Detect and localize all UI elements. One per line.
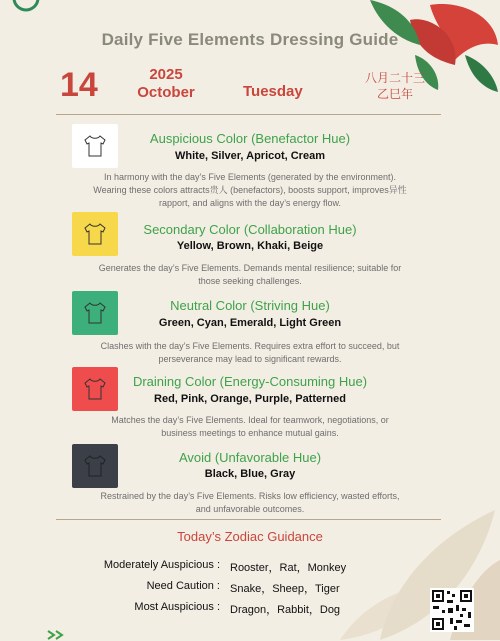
desc-line: rapport, and aligns with the day’s energy flow.: [159, 198, 341, 208]
section-colors-draining: Red, Pink, Orange, Purple, Patterned: [154, 393, 346, 405]
desc-line: those seeking challenges.: [198, 276, 302, 286]
zodiac-label: Most Auspicious :: [134, 601, 220, 613]
desc-line: Wearing these colors attracts贵人 (benefactors), boosts support, improves异性: [93, 185, 407, 195]
desc-line: Matches the day’s Five Elements. Ideal for teamwork, negotiations, or: [111, 415, 389, 425]
date-month: October: [137, 84, 195, 101]
qr-code-icon[interactable]: [430, 588, 474, 632]
section-title-secondary: Secondary Color (Collaboration Hue): [143, 222, 357, 237]
divider-top: [56, 114, 441, 115]
date-year: 2025: [149, 66, 183, 83]
date-day: 14: [60, 66, 98, 104]
section-colors-auspicious: White, Silver, Apricot, Cream: [175, 150, 325, 162]
logo-icon: [12, 0, 52, 12]
arrow-decoration-icon: [46, 630, 70, 640]
divider-bottom: [56, 519, 441, 520]
zodiac-label: Moderately Auspicious :: [103, 559, 220, 571]
desc-line: Clashes with the day’s Five Elements. Requires extra effort to succeed, but: [100, 341, 400, 351]
desc-line: In harmony with the day’s Five Elements (generated by the environment).: [104, 172, 396, 182]
zodiac-title: Today’s Zodiac Guidance: [177, 529, 323, 544]
section-title-auspicious: Auspicious Color (Benefactor Hue): [149, 131, 351, 146]
section-colors-avoid: Black, Blue, Gray: [204, 468, 296, 480]
section-desc-auspicious: [60, 171, 440, 210]
section-title-avoid: Avoid (Unfavorable Hue): [178, 450, 322, 465]
desc-line: business meetings to enhance mutual gains.: [161, 428, 339, 438]
section-colors-neutral: Green, Cyan, Emerald, Light Green: [158, 317, 342, 329]
desc-line: Restrained by the day’s Five Elements. Risks low efficiency, wasted efforts,: [100, 491, 400, 501]
section-title-draining: Draining Color (Energy-Consuming Hue): [132, 374, 368, 389]
page-title: Daily Five Elements Dressing Guide: [101, 30, 399, 49]
zodiac-label: Need Caution :: [146, 580, 220, 592]
desc-line: Generates the day’s Five Elements. Demands mental resilience; suitable for: [98, 263, 402, 273]
lunar-line-2: 乙巳年: [376, 87, 413, 101]
section-title-neutral: Neutral Color (Striving Hue): [170, 298, 330, 313]
zodiac-value: Snake，Sheep，Tiger: [230, 583, 340, 595]
date-weekday: Tuesday: [243, 83, 303, 100]
lunar-line-1: 八月二十三: [364, 71, 425, 85]
desc-line: perseverance may lead to significant rewards.: [158, 354, 342, 364]
section-colors-secondary: Yellow, Brown, Khaki, Beige: [176, 240, 324, 252]
desc-line: and unfavorable outcomes.: [195, 504, 305, 514]
section-desc-avoid: [60, 490, 440, 516]
section-desc-draining: [60, 414, 440, 440]
zodiac-value: Dragon，Rabbit，Dog: [230, 604, 341, 616]
lunar-date: [360, 70, 430, 102]
section-desc-neutral: [60, 340, 440, 366]
zodiac-value: Rooster，Rat，Monkey: [230, 562, 347, 574]
section-desc-secondary: [60, 262, 440, 288]
date-year-month: [136, 66, 196, 102]
